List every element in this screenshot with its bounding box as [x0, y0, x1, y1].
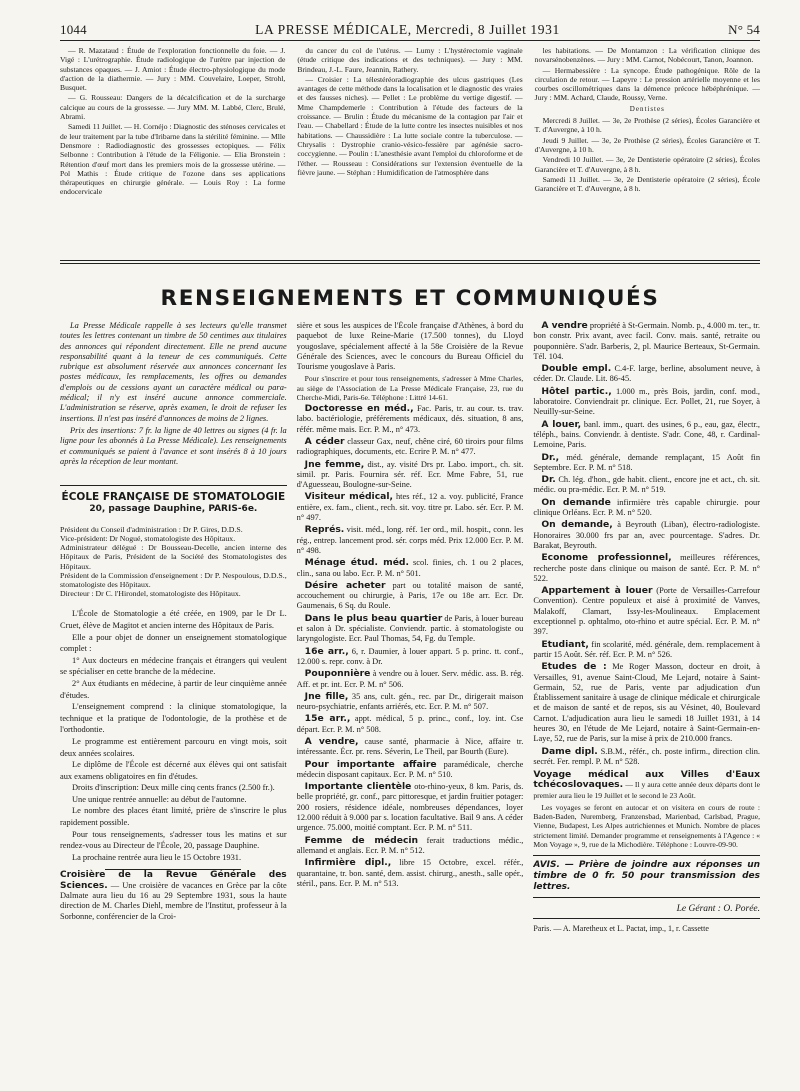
avis-notice: AVIS. — Prière de joindre aux réponses un timbre de 0 fr. 50 pour transmission des lettres.: [533, 855, 760, 898]
classified-ad: [297, 782, 524, 833]
classified-ad: [533, 747, 760, 768]
ad-text: classeur Gax, neuf, chêne ciré, 60 tiroirs pour films radiographiques, documents, etc. Ecrire P. M. n° 477.: [296, 436, 524, 457]
ad-text: cause santé, pharmacie à Nice, affaire tr. intéressante. Écr. pr. rens. Séverin, Le Theil, par Bourth (Eure).: [296, 737, 524, 757]
section-divider: [60, 263, 760, 264]
ads-list-3: [533, 321, 760, 767]
thesis-paragraph: les habitations. — De Montamzon : La vérification clinique des novarsénobenzènes. — Jury : MM. Carnot, Nobécourt, Tanon, Joannon.: [534, 46, 760, 65]
cruise-continued: sière et sous les auspices de l'École française d'Athènes, à bord du paquebot de luxe Reine-Marie (17.500 tonnes), du Lloyd yougoslave, spécialement affecté à la 58e Croisière de la Revue Générale des Sciences, avec le concours du Bureau Officiel du Tourisme yougoslave à Paris.: [296, 321, 524, 372]
cruise-lead: Croisière de la Revue Générale des Sciences.: [60, 870, 287, 891]
ad-lead: Visiteur médical,: [304, 491, 393, 503]
body-paragraph: L'enseignement comprend : la clinique stomatologique, la technique et la pratique de l'odontologie, de la prothèse et de l'orthodontie.: [60, 702, 287, 735]
ad-text: scol. finies, ch. 1 ou 2 places, clin., sana ou labo. Ecr. P. M. n° 501.: [296, 558, 524, 578]
dentistes-entry: Mercredi 8 Juillet. — 3e, 2e Prothèse (2 séries), Écoles Garancière et T. d'Auvergne, à 10 h.: [534, 116, 760, 135]
body-paragraph: La prochaine rentrée aura lieu le 15 Octobre 1931.: [72, 852, 242, 862]
classified-ad: [533, 662, 760, 744]
dentistes-heading: Dentistes: [629, 104, 665, 113]
ad-text: libre 15 Octobre, excel. référ., quarantaine, tr. bon. santé, dem. assist. chirurg., anesth., salle opér., stéril., pans. Ecr. P. M. n° 513.: [296, 858, 524, 888]
body-paragraph: Pour tous renseignements, s'adresser tous les matins et sur rendez-vous au Directeur de l'École, 20, passage Dauphine.: [60, 829, 287, 851]
classified-ad: [533, 453, 760, 474]
classified-ad: [533, 364, 760, 385]
classified-ad: [297, 558, 524, 579]
cruise-text: — Une croisière de vacances en Grèce par la côte Dalmate aura lieu du 16 au 29 Septembre 1931, sous la haute direction de M. Charles Diehl, membre de l'Institut, professeur à la Sorbonne, conférencier de la Croi-: [60, 880, 287, 921]
pricing-notice: Prix des insertions: 7 fr. la ligne de 40 lettres ou signes (4 fr. la ligne pour les abonnés à La Presse Médicale). Les renseignements et communiqués se paient à l'avance et sont insérés 8 à 10 jours après la réception de leur montant.: [60, 425, 287, 466]
ad-lead: A louer,: [541, 418, 582, 430]
ad-lead: 15e arr.,: [304, 713, 351, 725]
ad-lead: Dr.: [541, 474, 556, 486]
classified-ad: [533, 520, 760, 551]
thesis-paragraph: — Hermabessière : La syncope. Étude pathogénique. Rôle de la circulation de retour. — Lapeyre : Le pression artérielle moyenne et les courbes oscillométriques dans la démence précoce hébéphrénique. — Jury : MM. Achard, Claude, Roussy, Verne.: [534, 65, 760, 103]
ad-lead: Jne femme,: [304, 458, 365, 470]
page-number: 1044: [60, 22, 87, 37]
classified-ad: [297, 669, 524, 690]
ad-text: Fac. Paris, tr. au cour. ts. trav. labo. bactériologie, préférements médicaux, dés. situation, 8 ans, référ. même mais. Ecr. P. M., n° 473.: [296, 404, 524, 434]
classified-ad: [297, 858, 524, 889]
ad-lead: Pour importante affaire: [304, 758, 437, 770]
classifieds-section: [60, 321, 760, 1091]
body-paragraph: Une unique rentrée annuelle: au début de l'automne.: [72, 794, 247, 804]
classified-ad: [533, 640, 760, 661]
staff-entry: Président du Conseil d'administration : Dr P. Gires, D.D.S.: [60, 524, 243, 534]
classified-ad: [533, 387, 760, 418]
ad-text: fin scolarité, méd. générale, dem. remplacement à partir 15 Août. Sér. réf. Ecr. P. M. n° 526.: [533, 639, 760, 659]
ad-text: C.4-F. large, berline, absolument neuve, à céder. Dr. Claude. Lit. 86-45.: [533, 364, 760, 384]
printer-imprint: Paris. — A. Maretheux et L. Pactat, imp., 1, r. Cassette: [533, 924, 709, 934]
cruise-info: Pour s'inscrire et pour tous renseignements, s'adresser à Mme Charles, au siège de l'Association de La Presse Médicale Française, 23, rue du Cherche-Midi, Paris-6e. Téléphone : Littré 14-61.: [296, 374, 524, 402]
ad-lead: Dr.,: [541, 451, 560, 463]
ad-lead: Doctoresse en méd.,: [304, 403, 414, 415]
publication-title: LA PRESSE MÉDICALE, Mercredi, 8 Juillet 1931: [255, 22, 560, 37]
ad-text: Ch. lég. d'hon., gde habit. client., encore jne et act., ch. sit. médic. ou pra-médic. Ecr. P. M. n° 519.: [533, 475, 760, 495]
staff-entry: Directeur : Dr C. l'Hirondel, stomatologiste des Hôpitaux.: [60, 589, 241, 599]
ad-lead: Etudiant,: [541, 638, 589, 650]
school-staff-list: [60, 525, 287, 599]
school-description: [60, 608, 287, 863]
ad-text: à vendre ou à louer. Serv. médic. ass. B. rég. Aff. et pr. int. Ecr. P. M. n° 506.: [296, 669, 524, 689]
classified-ad: [297, 581, 524, 612]
ad-text: oto-rhino-yeux, 8 km. Paris, ds. belle propriété, gr. conf., parc pittoresque, et jardin fruitier potager: 200 rosiers, résidence idéale, nombreuses dépendances, loyer 12.000 réduit à 9.000 par s. location facultative. Bail 9 ans. A céder urgence. 75.000, moitié comptant. Ecr. P. M. n° 511.: [296, 782, 524, 833]
thesis-column-1: [60, 46, 285, 258]
thesis-paragraph: — Croisier : La télestéréoradiographie des ulcus gastriques (Les avantages de cette méthode dans la localisation et le diagnostic des vraies et des fausses niches). — Pellet : Le problème du vertige digestif. — Mme Champdemerle : Contribution à l'étude des facteurs de la croissance. — Brulin : Étude du mécanisme de la contagion par l'air et l'eau. — Chabellard : Étude de la lutte contre les insectes nuisibles et nos habitations. — Chaussidière : La lutte sociale contre la tuberculose. — Chrysalis : Dystrophie cranio-vésico-fessière par agénésie sacro-coccygienne. — Poulin : L'anesthésie avant l'emploi du chloroforme et de l'éther. — Rousseau : Considérations sur l'extension éventuelle de la fièvre jaune. — Stéphan : Humidification de l'atmosphère dans: [297, 74, 523, 177]
ad-text: de Paris, à louer bureau et salon à Dr. spécialiste. Conviendr. partic. à stomatologiste ou laryngologiste. Ecr. Paul Thomas, 54, Fg. du Temple.: [296, 613, 524, 644]
ad-lead: On demande: [541, 496, 611, 508]
ad-text: 35 ans, cult. gén., rec. par Dr., dirigerait maison neuro-psychiatrie, enfants arriérés, etc. Ecr. P. M. n° 507.: [296, 691, 524, 712]
classified-ad: [533, 553, 760, 584]
body-paragraph: 1° Aux docteurs en médecine français et étrangers qui veulent se spécialiser en cette branche de la médecine.: [60, 655, 287, 677]
ad-lead: Pouponnière: [304, 668, 371, 680]
thesis-column-2: [297, 46, 522, 258]
ad-lead: Infirmière dipl.,: [304, 857, 392, 869]
classified-ad: [533, 321, 760, 362]
ad-lead: Jne fille,: [304, 690, 349, 702]
classifieds-column-3: [533, 321, 760, 1091]
classifieds-column-2: [297, 321, 524, 1091]
ad-text: meilleures références, recherche poste dans clinique ou maison de santé. Ecr. P. M. n° 522.: [533, 553, 760, 583]
voyage-title: Voyage médical aux Villes d'Eaux tchécoslovaques.: [533, 769, 760, 791]
issue-number: N° 54: [728, 22, 760, 37]
ad-lead: A vendre,: [304, 736, 359, 747]
ad-lead: Double empl.: [541, 363, 612, 375]
school-title: ÉCOLE FRANÇAISE DE STOMATOLOGIE: [60, 485, 287, 502]
dentistes-entry: Jeudi 9 Juillet. — 3e, 2e Prothèse (2 séries), Écoles Garancière et T. d'Auvergne, à 10 h.: [534, 135, 760, 154]
ad-lead: Dame dipl.: [541, 745, 598, 757]
ad-text: paramédicale, cherche médecin disposant capitaux. Ecr. P. M. n° 510.: [296, 759, 524, 779]
ad-text: htes réf., 12 a. voy. publicité, France entière, ex. fam., client., rech. sit. voy. titre pr. Labo. sér. Ecr. P. M. n° 497.: [296, 492, 524, 523]
thesis-column-3: [535, 46, 760, 258]
classified-ad: [297, 692, 524, 713]
section-divider: [60, 260, 760, 261]
ad-lead: Importante clientèle: [304, 781, 412, 793]
classified-ad: [297, 525, 524, 556]
body-paragraph: 2° Aux étudiants en médecine, à partir de leur cinquième année d'études.: [60, 678, 287, 700]
ad-lead: A céder: [304, 435, 345, 447]
cruise-announcement: [60, 870, 287, 921]
staff-entry: Vice-président: Dr Nogué, stomatologiste des Hôpitaux.: [60, 533, 236, 543]
ad-lead: A vendre: [541, 321, 588, 331]
ad-lead: Ménage étud. méd.: [304, 557, 409, 569]
ad-lead: Hôtel partic.,: [541, 385, 612, 397]
thesis-listings: [60, 46, 760, 258]
voyage-text: — Il y aura cette année deux départs dont le premier aura lieu le 19 Juillet et le second le 23 Août.: [533, 780, 760, 800]
ad-text: propriété à St-Germain. Nomb. p., 4.000 m. ter., tr. bon constr. Prix avant, avec facil. Conv. mais. santé, retraite ou pouponnière. S'adr. Barberis, 2, pl. Maurice Berteaux, St-Germain. Tél. 104.: [533, 321, 760, 361]
classified-ad: [533, 498, 760, 519]
ad-lead: Appartement à louer: [541, 585, 653, 597]
body-paragraph: Elle a pour objet de donner un enseignement stomatologique complet :: [60, 632, 287, 654]
classified-ad: [297, 437, 524, 458]
section-banner: RENSEIGNEMENTS ET COMMUNIQUÉS: [160, 286, 660, 311]
ads-list-2: [297, 404, 524, 889]
ad-lead: On demande,: [541, 519, 613, 531]
ad-lead: Etudes de :: [541, 661, 607, 673]
thesis-paragraph: Samedi 11 Juillet. — H. Cornéjo : Diagnostic des sténoses cervicales et de leur traitement par la tube d'Iribarne dans la stérilité féminine. — Mlle Densmore : Radiodiagnostic des grossesses ectopiques. — Félix Selbonne : Contribution à l'étude de la Féligonie. — Elia Bronstein : Rétention d'œuf mort dans les premiers mois de la grossesse utérine. — Pol Mathis : Étude critique de l'ozone dans ses applications thérapeutiques en chirurgie générale. — Louis Roy : La forme endocervicale: [60, 122, 286, 197]
ad-text: à Beyrouth (Liban), électro-radiologiste. Honoraires 30.000 frs par an, avec pourcentage. S'adres. Dr. Barakat, Beyrouth.: [533, 520, 760, 550]
ad-text: dist., ay. visité Drs pr. Labo. import., ch. sit. simil. pr. Paris. Fournira sér. réf. Ecr. Mme Fabre, 51, rue d'Aguesseau, Boulogne-sur-Seine.: [296, 459, 524, 490]
ad-text: appt. médical, 5 p. princ., conf., loy. int. Cse départ. Ecr. P. M. n° 508.: [296, 714, 524, 734]
ad-text: 1.000 m., près Bois, jardin, conf. mod., laboratoire. Conviendrait pr. clinique. Ecr. Pollet, 21, rue Soyer, à Neuilly-sur-Seine.: [533, 386, 760, 417]
thesis-paragraph: du cancer du col de l'utérus. — Lumy : L'hystérectomie vaginale (étude critique des indications et des techniques). — Jury : MM. Brindeau, J.-L. Faure, Jeannin, Rathery.: [297, 46, 523, 74]
voyage-info: Les voyages se feront en autocar et on visitera en cours de route : Baden-Baden, Nuremberg, Franzensbad, Marienbad, Carlsbad, Prague, Vienne, Budapest, Les Alpes autrichiennes et Munich. Nombre de places strictement limité. Demander programme et renseignements à l'Agence : « Mon Voyage », 9, rue de la Michodière. Téléphone : Louvre-09-90.: [533, 803, 760, 849]
dentistes-entry: Samedi 11 Juillet. — 3e, 2e Dentisterie opératoire (2 séries), École Garancière et T. d'Auvergne, à 8 h.: [534, 174, 760, 194]
body-paragraph: Droits d'inscription: Deux mille cinq cents francs (2.500 fr.).: [72, 783, 275, 793]
ad-text: S.B.M., référ., ch. poste infirm., direction clin. secrét. Fer. rempl. P. M. n° 528.: [533, 746, 760, 766]
classified-ad: [297, 714, 524, 735]
gerant-signature: Le Gérant : O. Porée.: [533, 898, 760, 919]
thesis-paragraph: — R. Mazataud : Étude de l'exploration fonctionnelle du foie. — J. Vigé : L'urétrographie. Étude radiologique de l'urètre par injection de substances opaques. — J. Amiot : Étude électro-physiologique du mode d'action de la diathermie. — Jury : MM. Couvelaire, Loeper, Strohl, Busquet.: [60, 46, 286, 93]
classified-ad: [297, 836, 524, 857]
body-paragraph: Le programme est entièrement parcouru en vingt mois, soit deux années scolaires.: [60, 736, 287, 758]
ad-lead: Désire acheter: [304, 579, 386, 591]
thesis-paragraph: — G. Rousseau: Dangers de la décalcification et de la surcharge calcique au cours de la grossesse. — Jury MM. M. Labbé, Clerc, Brulé, Abrami.: [60, 93, 286, 122]
body-paragraph: Le diplôme de l'École est décerné aux élèves qui ont satisfait aux examens obligatoires en fin d'études.: [60, 760, 287, 781]
body-paragraph: L'École de Stomatologie a été créée, en 1909, par le Dr L. Cruet, élève de Magitot et ancien interne des Hôpitaux de Paris.: [60, 609, 287, 630]
classified-ad: [297, 737, 524, 758]
classified-ad: [297, 404, 524, 435]
ad-text: (Porte de Versailles-Carrefour Convention). Centre populeux et aisé à proximité de Vanves, Malakoff, Clamart, Issy-les-Moulineaux. Emplacement exceptionnel p. ophtalmo, oto-rhino et autre spécial. Ecr. P. M. n° 397.: [533, 586, 760, 637]
ad-text: 6, r. Daumier, à louer appart. 5 p. princ. tt. conf., 12.000 s. repr. conv. à Dr.: [296, 646, 524, 666]
classifieds-column-1: [60, 321, 287, 1091]
ad-text: infirmière très capable chirurgie. pour clinique Orléans. Ecr. P. M. n° 520.: [533, 497, 760, 518]
ad-lead: Représ.: [304, 524, 345, 536]
staff-entry: Président de la Commission d'enseignement : Dr P. Nespoulous, D.D.S., stomatologiste des Hôpitaux.: [60, 570, 287, 589]
ad-text: ferait traductions médic., allemand et anglais. Ecr. P. M. n° 512.: [296, 835, 524, 855]
classified-ad: [297, 492, 524, 523]
dentistes-entry: Vendredi 10 Juillet. — 3e, 2e Dentisterie opératoire (2 séries), Écoles Garancière et T. d'Auvergne, à 8 h.: [534, 155, 760, 174]
classified-ad: [297, 614, 524, 645]
classified-ad: [297, 760, 524, 781]
ad-text: méd. générale, demande remplaçant, 15 Août fin Septembre. Ecr. P. M. n° 518.: [533, 452, 760, 472]
ad-lead: 16e arr.,: [304, 645, 349, 657]
classified-ad: [297, 460, 524, 491]
classified-ad: [297, 647, 524, 668]
ad-lead: Femme de médecin: [304, 834, 419, 846]
page-header: [60, 22, 760, 41]
ad-text: banl. imm., quart. des usines, 6 p., eau, gaz, électr., téléph., bains. Conviendr. à dentiste. S'adr. Cone, 48, r. Cardinal-Lemoine, Paris.: [533, 419, 760, 450]
ad-lead: Dans le plus beau quartier: [304, 612, 443, 624]
intro-notice: La Presse Médicale rappelle à ses lecteurs qu'elle transmet toutes les lettres contenant un timbre de 50 centimes aux titulaires des annonces qui répondent directement. Elle ne prend aucune responsabilité quant à la teneur de ces communiqués. Cette rubrique est absolument réservée aux annonces concernant les postes médicaux, les remplacements, les offres ou demandes d'emplois ou de cessions ayant un caractère médical ou para-médical; il n'y est inséré aucune annonce commerciale. L'administration se réserve, après examen, le droit de refuser les insertions. Il n'est pas inséré d'annonces de moins de 2 lignes.: [60, 321, 287, 423]
body-paragraph: Le nombre des places étant limité, prière de s'inscrire le plus rapidement possible.: [60, 806, 287, 828]
staff-entry: Administrateur délégué : Dr Bousseau-Decelle, ancien interne des Hôpitaux de Paris, Président de la Société des Stomatologistes des Hôpitaux.: [60, 543, 287, 571]
ad-text: visit. méd., long. réf. 1er ord., mil. hospit., conn. les rég., entrep. lancement prod. sér. corps méd. Prix 12.000 Ecr. P. M. n° 498.: [296, 525, 524, 555]
ad-lead: Econome professionnel,: [541, 552, 672, 564]
school-address: 20, passage Dauphine, PARIS-6e.: [89, 504, 258, 515]
classified-ad: [533, 420, 760, 451]
classified-ad: [533, 475, 760, 496]
ad-text: Me Roger Masson, docteur en droit, à Versailles, 91, avenue Saint-Cloud, Me Lejard, notaire à Saint-Germain, 52, rue de Paris, vente par adjudication d'un Établissement sanitaire à usage de clinique médicale et chirurgicale et de maison de santé et de repos, sis au Vésinet, 40, Boulevard Carnot. L'adjudication aura lieu le samedi 18 Juillet 1931, à 14 heures 30, en l'étude de Me Lejard, notaire à Saint-Germain-en-Laye, 52, rue de Paris, sur la mise à prix de 210.000 francs.: [533, 662, 760, 744]
voyage-announcement: [533, 770, 760, 801]
ad-text: part ou totalité maison de santé, accouchement ou chirurgie, à Paris, 17e ou 18e arr. Ecr. Dr. Gaumenais, 6 Sq. du Roule.: [296, 580, 524, 611]
classified-ad: [533, 586, 760, 637]
